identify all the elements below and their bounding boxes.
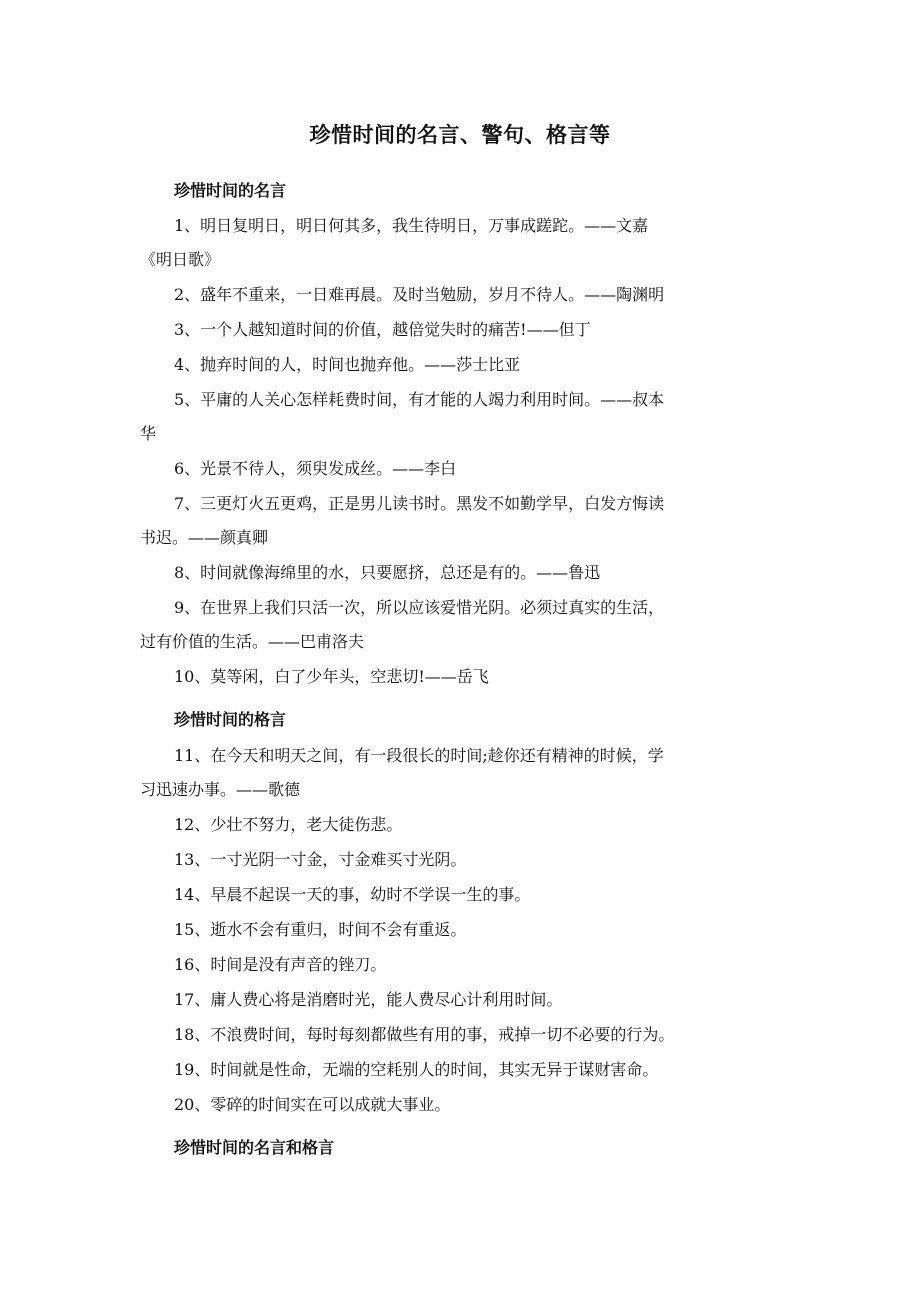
list-item: 10、莫等闲，白了少年头，空悲切!——岳飞 xyxy=(174,667,489,686)
list-item xyxy=(140,383,780,451)
item-line-continued: 过有价值的生活。——巴甫洛夫 xyxy=(140,632,365,651)
list-item: 3、一个人越知道时间的价值，越倍觉失时的痛苦!——但丁 xyxy=(174,320,591,339)
item-line-continued: 习迅速办事。——歌德 xyxy=(140,780,301,799)
list-item: 15、逝水不会有重归，时间不会有重返。 xyxy=(174,920,467,939)
document-title: 珍惜时间的名言、警句、格言等 xyxy=(309,123,611,147)
list-item: 16、时间是没有声音的锉刀。 xyxy=(174,955,387,974)
list-item: 13、一寸光阴一寸金，寸金难买寸光阴。 xyxy=(174,850,467,869)
section-heading-quotes: 珍惜时间的名言 xyxy=(174,181,287,200)
item-line-continued: 华 xyxy=(140,424,157,443)
list-item: 17、庸人费心将是消磨时光，能人费尽心计利用时间。 xyxy=(174,990,563,1009)
item-line-continued: 《明日歌》 xyxy=(140,250,221,269)
section-heading-quotes-and-mottos: 珍惜时间的名言和格言 xyxy=(174,1138,335,1157)
list-item: 8、时间就像海绵里的水，只要愿挤，总还是有的。——鲁迅 xyxy=(174,563,601,582)
list-item: 19、时间就是性命，无端的空耗别人的时间，其实无异于谋财害命。 xyxy=(174,1060,659,1079)
list-item: 6、光景不待人，须臾发成丝。——李白 xyxy=(174,459,457,478)
item-line: 9、在世界上我们只活一次，所以应该爱惜光阴。必须过真实的生活， xyxy=(174,598,665,617)
item-line: 5、平庸的人关心怎样耗费时间，有才能的人竭力利用时间。——叔本 xyxy=(174,390,665,409)
list-item: 12、少壮不努力，老大徒伤悲。 xyxy=(174,815,403,834)
list-item: 2、盛年不重来，一日难再晨。及时当勉励，岁月不待人。——陶渊明 xyxy=(174,285,665,304)
item-line: 1、明日复明日，明日何其多，我生待明日，万事成蹉跎。——文嘉 xyxy=(174,216,649,235)
list-item xyxy=(140,739,780,807)
item-line: 11、在今天和明天之间，有一段很长的时间;趁你还有精神的时候，学 xyxy=(174,746,664,765)
list-item: 4、抛弃时间的人，时间也抛弃他。——莎士比亚 xyxy=(174,355,521,374)
list-item: 14、早晨不起误一天的事，幼时不学误一生的事。 xyxy=(174,885,531,904)
item-line-continued: 书迟。——颜真卿 xyxy=(140,528,269,547)
list-item: 20、零碎的时间实在可以成就大事业。 xyxy=(174,1095,451,1114)
list-item xyxy=(140,591,780,659)
list-item: 18、不浪费时间，每时每刻都做些有用的事，戒掉一切不必要的行为。 xyxy=(174,1025,675,1044)
list-item xyxy=(140,209,780,277)
section-heading-mottos: 珍惜时间的格言 xyxy=(174,710,287,729)
list-item xyxy=(140,487,780,555)
item-line: 7、三更灯火五更鸡，正是男儿读书时。黑发不如勤学早，白发方悔读 xyxy=(174,494,665,513)
